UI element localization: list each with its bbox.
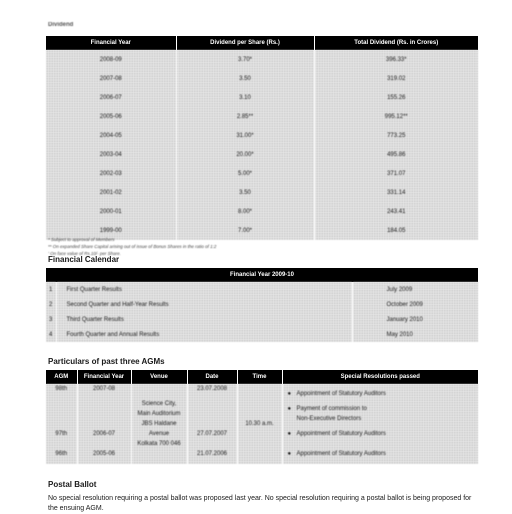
calendar-index: 2 bbox=[49, 301, 53, 308]
bullet-icon: ● bbox=[287, 451, 292, 457]
table-row bbox=[46, 69, 478, 88]
calendar-event: Second Quarter and Half-Year Results bbox=[56, 297, 352, 312]
dividend-total: 319.02 bbox=[314, 69, 478, 88]
header-date: Date bbox=[187, 370, 237, 384]
table-row bbox=[46, 88, 478, 107]
calendar-event: First Quarter Results bbox=[56, 282, 352, 297]
dividend-per-share: 5.00* bbox=[176, 164, 314, 183]
agm-venue bbox=[131, 384, 187, 464]
header-time: Time bbox=[237, 370, 282, 384]
table-row bbox=[46, 107, 478, 126]
table-row bbox=[46, 327, 478, 342]
agm-date: 27.07.2007 bbox=[187, 424, 237, 444]
agm-resolutions bbox=[282, 444, 478, 464]
agm-table bbox=[46, 370, 478, 464]
table-row bbox=[46, 50, 478, 69]
calendar-event: Fourth Quarter and Annual Results bbox=[56, 327, 352, 342]
dividend-total: 184.05 bbox=[314, 221, 478, 240]
resolution-text: Appointment of Statutory Auditors bbox=[296, 431, 386, 437]
dividend-total: 331.14 bbox=[314, 183, 478, 202]
dividend-per-share: 20.00* bbox=[176, 145, 314, 164]
header-financial-year: Financial Year bbox=[46, 36, 176, 50]
dividend-year: 2008-09 bbox=[99, 56, 122, 63]
venue-line: Main Auditorium bbox=[137, 411, 181, 417]
table-row bbox=[46, 312, 478, 327]
venue-line: Science City, bbox=[141, 401, 177, 407]
dividend-total: 243.41 bbox=[314, 202, 478, 221]
agm-year: 2005-06 bbox=[77, 444, 131, 464]
dividend-per-share: 3.50 bbox=[176, 69, 314, 88]
agm-date: 21.07.2006 bbox=[187, 444, 237, 464]
dividend-header-row bbox=[46, 36, 478, 50]
dividend-per-share: 3.10 bbox=[176, 88, 314, 107]
dividend-year: 2001-02 bbox=[99, 189, 122, 196]
dividend-year: 2002-03 bbox=[99, 170, 122, 177]
resolution-text: Appointment of Statutory Auditors bbox=[296, 451, 386, 457]
dividend-year: 2006-07 bbox=[99, 94, 122, 101]
dividend-year: 2000-01 bbox=[99, 208, 122, 215]
table-row bbox=[46, 202, 478, 221]
resolution-item bbox=[283, 404, 479, 424]
agm-year: 2006-07 bbox=[77, 424, 131, 444]
dividend-note: * Subject to approval of Members bbox=[48, 237, 115, 242]
dividend-note: ** On expanded Share Capital arising out of issue of Bonus Shares in the ratio of 1:2 bbox=[48, 244, 217, 249]
calendar-date: January 2010 bbox=[352, 312, 478, 327]
dividend-caption: Dividend bbox=[48, 22, 74, 28]
postal-title: Postal Ballot bbox=[48, 480, 97, 489]
agm-date: 23.07.2008 bbox=[187, 384, 237, 424]
calendar-date: May 2010 bbox=[352, 327, 478, 342]
agm-number: 96th bbox=[55, 451, 68, 457]
resolution-text: Payment of commission to Non-Executive Directors bbox=[296, 406, 367, 422]
bullet-icon: ● bbox=[287, 406, 292, 412]
table-row bbox=[46, 282, 478, 297]
dividend-year: 2005-06 bbox=[99, 113, 122, 120]
header-dividend-per-share: Dividend per Share (Rs.) bbox=[176, 36, 314, 50]
dividend-year: 2007-08 bbox=[99, 75, 122, 82]
dividend-per-share: 7.00* bbox=[176, 221, 314, 240]
resolution-item bbox=[283, 444, 479, 464]
calendar-index: 1 bbox=[49, 286, 53, 293]
venue-line: Kolkata 700 046 bbox=[137, 441, 181, 447]
dividend-per-share: 31.00* bbox=[176, 126, 314, 145]
resolution-item bbox=[283, 384, 479, 404]
calendar-index: 3 bbox=[49, 316, 53, 323]
calendar-date: October 2009 bbox=[352, 297, 478, 312]
agm-title: Particulars of past three AGMs bbox=[48, 357, 165, 366]
table-row bbox=[46, 126, 478, 145]
dividend-total: 773.25 bbox=[314, 126, 478, 145]
venue-line: JBS Haldane bbox=[141, 421, 177, 427]
bullet-icon: ● bbox=[287, 431, 292, 437]
table-row bbox=[46, 384, 478, 424]
dividend-year: 1999-00 bbox=[99, 227, 122, 234]
calendar-title: Financial Calendar bbox=[48, 255, 120, 264]
dividend-per-share: 3.50 bbox=[176, 183, 314, 202]
postal-text: No special resolution requiring a postal ballot was proposed last year. No special resolution requiring a postal ballot is being proposed for the ensuing AGM. bbox=[48, 495, 472, 512]
dividend-year: 2003-04 bbox=[99, 151, 122, 158]
dividend-total: 995.12** bbox=[314, 107, 478, 126]
header-venue: Venue bbox=[131, 370, 187, 384]
dividend-notes bbox=[48, 236, 216, 257]
document-page bbox=[46, 18, 478, 512]
dividend-per-share: 3.70* bbox=[176, 50, 314, 69]
dividend-total: 495.86 bbox=[314, 145, 478, 164]
dividend-year: 2004-05 bbox=[99, 132, 122, 139]
table-row bbox=[46, 145, 478, 164]
bullet-icon: ● bbox=[287, 391, 292, 397]
calendar-date: July 2009 bbox=[352, 282, 478, 297]
calendar-index: 4 bbox=[49, 331, 53, 338]
calendar-header: Financial Year 2009-10 bbox=[46, 268, 478, 282]
dividend-total: 396.33* bbox=[314, 50, 478, 69]
table-row bbox=[46, 183, 478, 202]
dividend-per-share: 8.00* bbox=[176, 202, 314, 221]
calendar-table bbox=[46, 268, 478, 342]
resolution-item bbox=[283, 424, 479, 444]
calendar-event: Third Quarter Results bbox=[56, 312, 352, 327]
header-resolutions: Special Resolutions passed bbox=[282, 370, 478, 384]
resolution-text: Appointment of Statutory Auditors bbox=[296, 391, 386, 397]
agm-resolutions bbox=[282, 424, 478, 444]
header-total-dividend: Total Dividend (Rs. in Crores) bbox=[314, 36, 478, 50]
dividend-per-share: 2.85** bbox=[176, 107, 314, 126]
dividend-total: 371.07 bbox=[314, 164, 478, 183]
agm-number: 97th bbox=[55, 431, 68, 437]
dividend-note: ' On face value of Rs.10/- per Share. bbox=[48, 251, 121, 256]
calendar-header-row bbox=[46, 268, 478, 282]
header-agm: AGM bbox=[46, 370, 77, 384]
table-row bbox=[46, 164, 478, 183]
agm-header-row bbox=[46, 370, 478, 384]
agm-number: 98th bbox=[55, 386, 68, 392]
table-row bbox=[46, 297, 478, 312]
venue-line: Avenue bbox=[148, 431, 170, 437]
agm-time: 10.30 a.m. bbox=[237, 384, 282, 464]
dividend-table bbox=[46, 36, 478, 240]
dividend-total: 155.26 bbox=[314, 88, 478, 107]
header-agm-year: Financial Year bbox=[77, 370, 131, 384]
agm-year: 2007-08 bbox=[77, 384, 131, 424]
agm-resolutions bbox=[282, 384, 478, 424]
